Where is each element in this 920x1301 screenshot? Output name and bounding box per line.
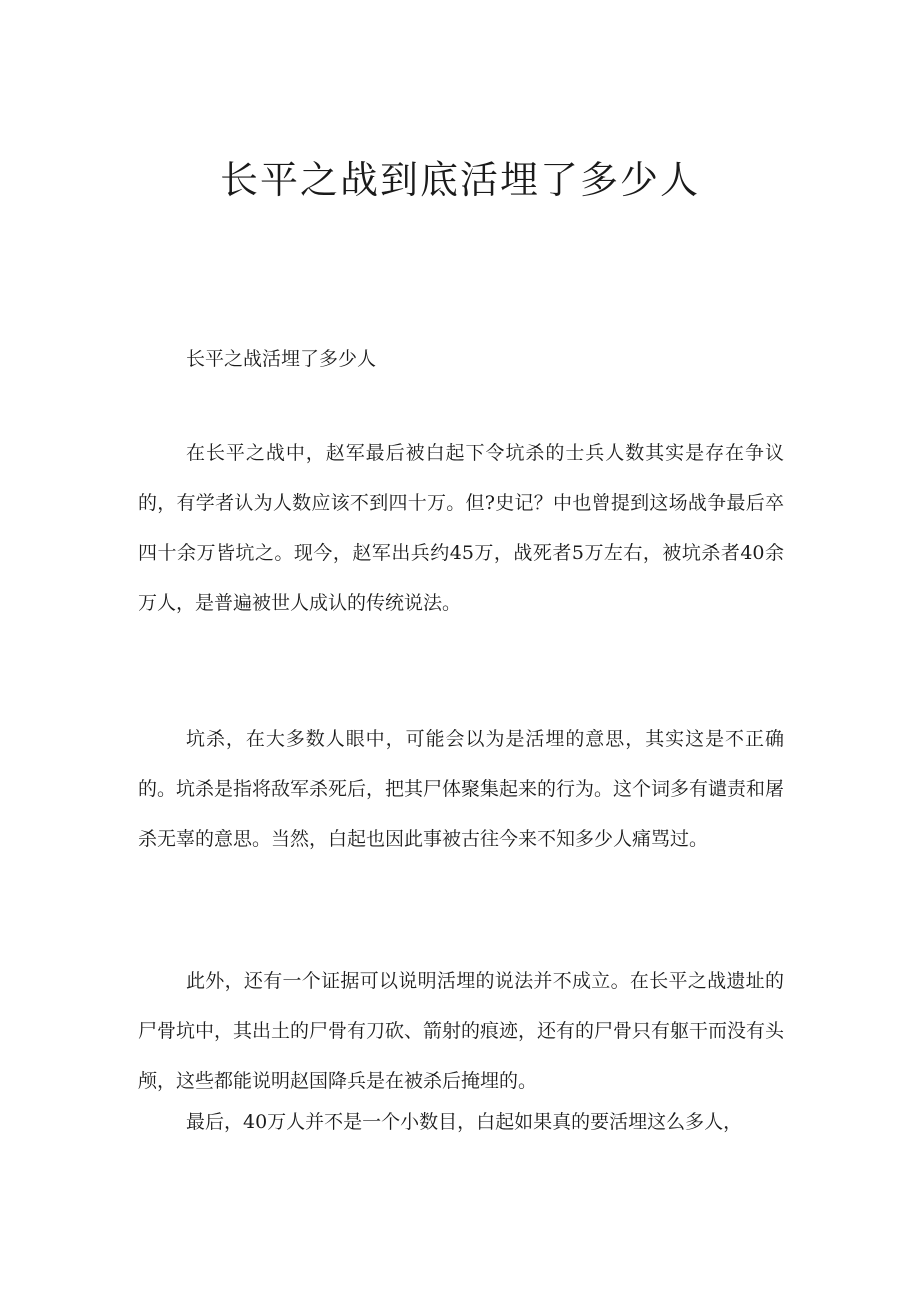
- document-subtitle: 长平之战活埋了多少人: [186, 348, 377, 370]
- paragraph-2: 坑杀，在大多数人眼中，可能会以为是活埋的意思，其实这是不正确的。坑杀是指将敌军杀死后，把其尸体聚集起来的行为。这个词多有谴责和屠杀无辜的意思。当然，白起也因此事被古往今来不知多少人痛骂过。: [138, 728, 785, 850]
- paragraph-1: 在长平之战中，赵军最后被白起下令坑杀的士兵人数其实是存在争议的，有学者认为人数应该不到四十万。但?史记？中也曾提到这场战争最后卒四十余万皆坑之。现今，赵军出兵约45万，战死者5万左右，被坑杀者40余万人，是普遍被世人成认的传统说法。: [138, 442, 784, 614]
- paragraph-4: 最后，40万人并不是一个小数目，白起如果真的要活埋这么多人，: [186, 1111, 743, 1133]
- document-title: 长平之战到底活埋了多少人: [219, 158, 700, 202]
- paragraph-3: 此外，还有一个证据可以说明活埋的说法并不成立。在长平之战遗址的尸骨坑中，其出土的尸骨有刀砍、箭射的痕迹，还有的尸骨只有躯干而没有头颅，这些都能说明赵国降兵是在被杀后掩埋的。: [138, 970, 785, 1092]
